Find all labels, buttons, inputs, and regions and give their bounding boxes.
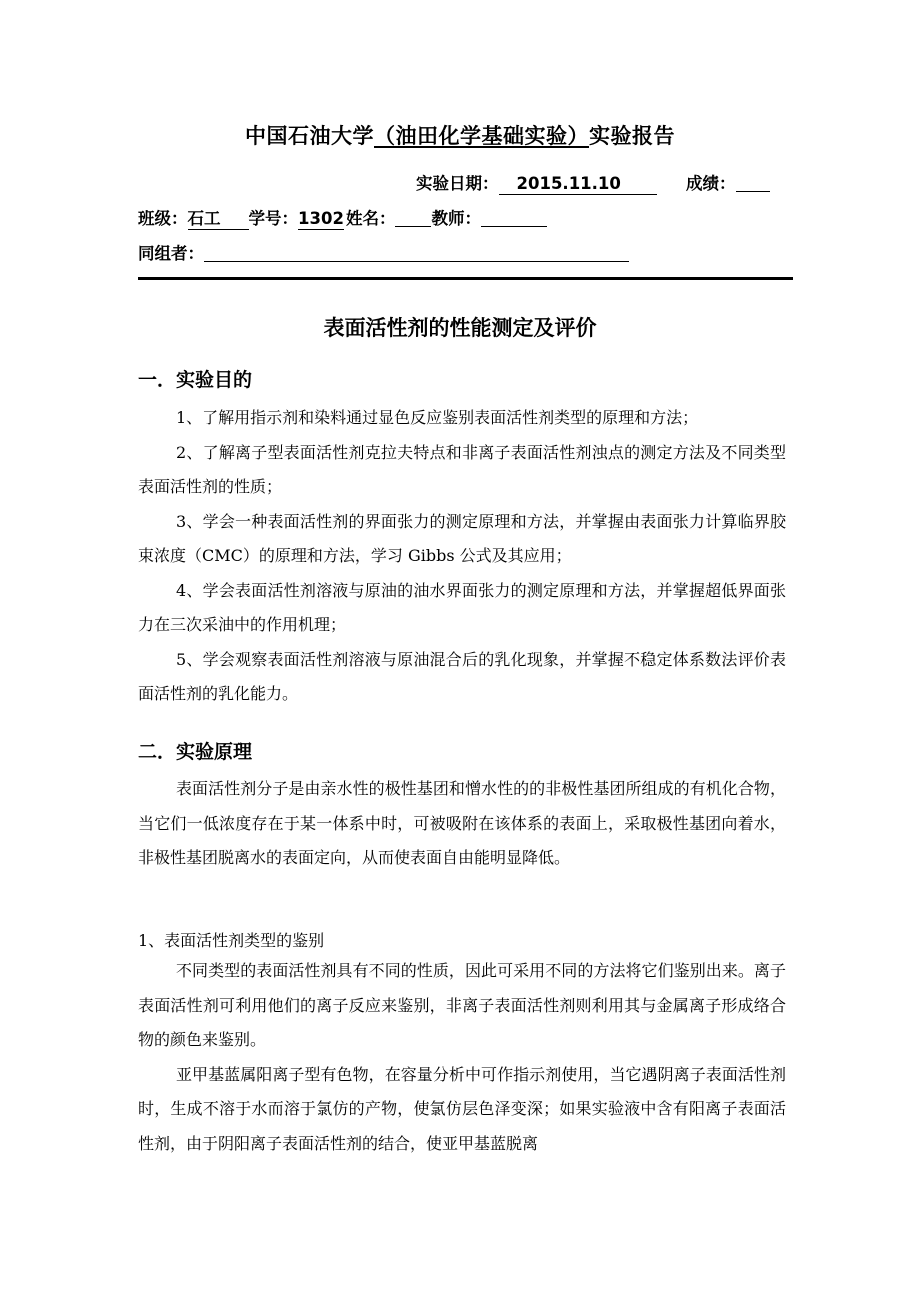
score-blank [736, 173, 770, 192]
teacher-blank [481, 208, 547, 227]
score-line [686, 170, 770, 194]
report-title [0, 120, 920, 150]
principle-intro [138, 772, 786, 876]
class-value-text: 石工 [187, 209, 221, 228]
course-name: （油田化学基础实验） [374, 124, 589, 148]
section2-heading: 二．实验原理 [138, 741, 253, 763]
objective-item: 3、学会一种表面活性剂的界面张力的测定原理和方法，并掌握由表面张力计算临界胶束浓度（CMC）的原理和方法，学习 Gibbs 公式及其应用； [138, 511, 786, 565]
date-line [416, 170, 657, 195]
student-id-text: 1302 [298, 209, 344, 228]
identification-text [138, 954, 786, 1161]
date-label: 实验日期： [416, 174, 499, 193]
objective-item: 5、学会观察表面活性剂溶液与原油混合后的乳化现象，并掌握不稳定体系数法评价表面活性剂的乳化能力。 [138, 649, 786, 703]
class-value [188, 209, 249, 230]
student-info-line [138, 205, 547, 230]
name-label: 姓名： [345, 209, 396, 228]
student-id-value [298, 209, 344, 230]
date-value-text: 2015.11.10 [516, 174, 621, 193]
title-suffix: 实验报告 [589, 124, 675, 148]
group-label: 同组者： [138, 244, 204, 263]
title-prefix: 中国石油大学 [245, 124, 374, 148]
group-line [138, 240, 629, 264]
teacher-label: 教师： [431, 209, 481, 228]
principle-intro-text: 表面活性剂分子是由亲水性的极性基团和憎水性的的非极性基团所组成的有机化合物，当它们一低浓度存在于某一体系中时，可被吸附在该体系的表面上，采取极性基团向着水，非极性基团脱离水的表面定向，从而使表面自由能明显降低。 [138, 779, 786, 867]
section1-heading: 一．实验目的 [138, 369, 253, 391]
date-value [499, 174, 657, 195]
class-label: 班级： [138, 209, 188, 228]
objective-item: 4、学会表面活性剂溶液与原油的油水界面张力的测定原理和方法，并掌握超低界面张力在三次采油中的作用机理； [138, 580, 786, 634]
objectives-list [138, 401, 786, 712]
paragraph: 不同类型的表面活性剂具有不同的性质，因此可采用不同的方法将它们鉴别出来。离子表面活性剂可利用他们的离子反应来鉴别，非离子表面活性剂则利用其与金属离子形成络合物的颜色来鉴别。 [138, 961, 786, 1049]
objective-item: 1、了解用指示剂和染料通过显色反应鉴别表面活性剂类型的原理和方法； [176, 408, 699, 427]
name-blank [395, 208, 431, 227]
group-blank [204, 243, 629, 262]
objective-item: 2、了解离子型表面活性剂克拉夫特点和非离子表面活性剂浊点的测定方法及不同类型表面活性剂的性质； [138, 442, 786, 496]
score-label: 成绩： [686, 174, 736, 193]
paragraph: 亚甲基蓝属阳离子型有色物，在容量分析中可作指示剂使用，当它遇阴离子表面活性剂时，生成不溶于水而溶于氯仿的产物，使氯仿层色泽变深；如果实验液中含有阳离子表面活性剂，由于阴阳离子表面活性剂的结合，使亚甲基蓝脱离 [138, 1064, 786, 1153]
student-id-label: 学号： [248, 209, 298, 228]
document-title: 表面活性剂的性能测定及评价 [323, 316, 597, 340]
header-divider [138, 277, 793, 280]
subsection-heading: 1、表面活性剂类型的鉴别 [138, 931, 325, 950]
